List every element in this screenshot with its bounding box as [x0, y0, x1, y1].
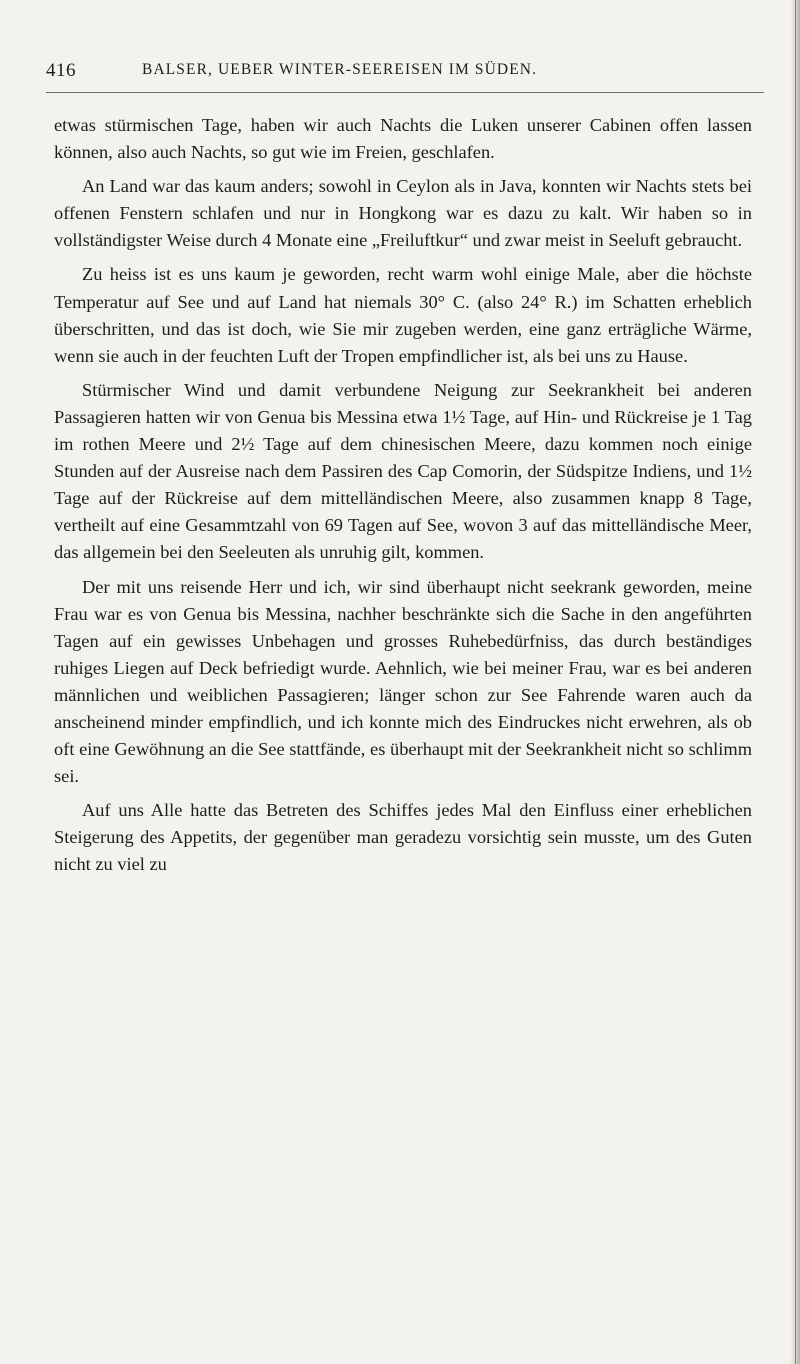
paragraph-2: An Land war das kaum anders; sowohl in Ceylon als in Java, konnten wir Nachts stets bei offenen Fenstern schlafen und nur in Hongkong war es dazu zu kalt. Wir haben so in vollständigster Weise durch 4 Monate eine „Freiluftkur“ und zwar meist in Seeluft gebraucht. [54, 176, 752, 251]
running-title: BALSER, UEBER WINTER-SEEREISEN IM SÜDEN. [142, 61, 538, 78]
paragraph-6: Auf uns Alle hatte das Betreten des Schiffes jedes Mal den Einfluss einer erheblichen Steigerung des Appetits, der gegenüber man geradezu vorsichtig sein musste, um des Guten nicht zu viel zu [54, 800, 752, 875]
paragraph-1: etwas stürmischen Tage, haben wir auch Nachts die Luken unserer Cabinen offen lassen können, also auch Nachts, so gut wie im Freien, geschlafen. [54, 115, 752, 163]
paragraph-4: Stürmischer Wind und damit verbundene Neigung zur Seekrankheit bei anderen Passagieren hatten wir von Genua bis Messina etwa 1½ Tage, auf Hin- und Rückreise je 1 Tag im rothen Meere und 2½ Tage auf dem chinesischen Meere, dazu kommen noch einige Stunden auf der Ausreise nach dem Passiren des Cap Comorin, der Südspitze Indiens, und 1½ Tage auf der Rückreise auf dem mittelländischen Meere, also zusammen knapp 8 Tage, vertheilt auf eine Gesammtzahl von 69 Tagen auf See, wovon 3 auf das mittelländische Meer, das allgemein bei den Seeleuten als unruhig gilt, kommen. [54, 379, 752, 563]
page-edge-line [795, 0, 796, 1364]
body-text [54, 112, 752, 879]
running-head [46, 60, 766, 88]
paragraph-5: Der mit uns reisende Herr und ich, wir sind überhaupt nicht seekrank geworden, meine Frau war es von Genua bis Messina, nachher beschränkte sich die Sache in den angeführten Tagen auf ein gewisses Unbehagen und grosses Ruhebedürfniss, das durch beständiges ruhiges Liegen auf Deck befriedigt wurde. Aehnlich, wie bei meiner Frau, war es bei anderen männlichen und weiblichen Passagieren; länger schon zur See Fahrende waren auch da anscheinend minder empfindlich, und ich konnte mich des Eindruckes nicht erwehren, als ob oft eine Gewöhnung an die See stattfände, es überhaupt mit der Seekrankheit nicht so schlimm sei. [54, 576, 752, 787]
paragraph-3: Zu heiss ist es uns kaum je geworden, recht warm wohl einige Male, aber die höchste Temperatur auf See und auf Land hat niemals 30° C. (also 24° R.) im Schatten erheblich überschritten, und das ist doch, wie Sie mir zugeben werden, eine ganz erträgliche Wärme, wenn sie auch in der feuchten Luft der Tropen empfindlicher ist, als bei uns zu Hause. [54, 264, 752, 366]
header-rule [46, 92, 764, 93]
page-number: 416 [46, 60, 76, 81]
